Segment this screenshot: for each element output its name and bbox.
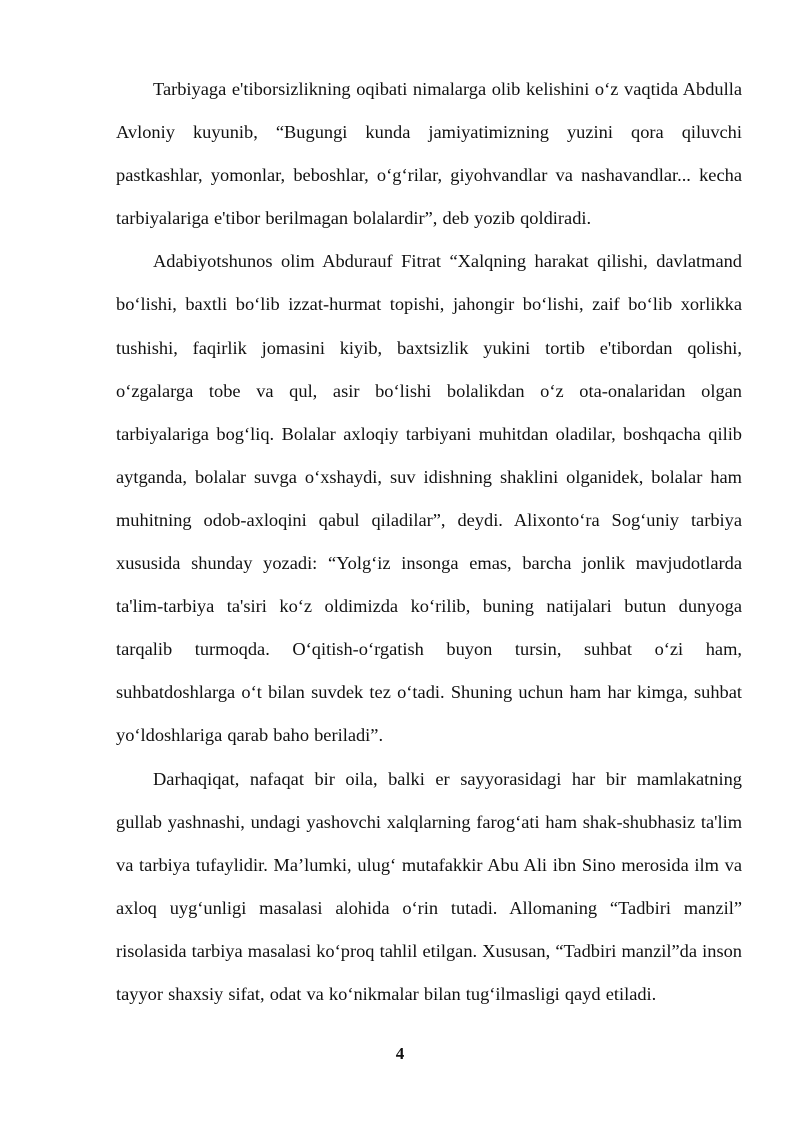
page-number: 4: [395, 1044, 405, 1063]
paragraph-3: Darhaqiqat, nafaqat bir oila, balki er sayyorasidagi har bir mamlakatning gullab yashnashi, undagi yashovchi xalqlarning farog‘ati ham shak-shubhasiz ta'lim va tarbiya tufaylidir. Ma’lumki, ulug‘ mutafakkir Abu Ali ibn Sino merosida ilm va axloq uyg‘unligi masalasi alohida o‘rin tutadi. Allomaning “Tadbiri manzil” risolasida tarbiya masalasi ko‘proq tahlil etilgan. Xususan, “Tadbiri manzil”da inson tayyor shaxsiy sifat, odat va ko‘nikmalar bilan tug‘ilmasligi qayd etiladi.: [116, 768, 742, 1004]
paragraph-1: Tarbiyaga e'tiborsizlikning oqibati nimalarga olib kelishini o‘z vaqtida Abdulla Avloniy kuyunib, “Bugungi kunda jamiyatimizning yuzini qora qiluvchi pastkashlar, yomonlar, beboshlar, o‘g‘rilar, giyohvandlar va nashavandlar... kecha tarbiyalariga e'tibor berilmagan bolalardir”, deb yozib qoldiradi.: [116, 79, 742, 229]
paragraph-2: Adabiyotshunos olim Abdurauf Fitrat “Xalqning harakat qilishi, davlatmand bo‘lishi, baxtli bo‘lib izzat-hurmat topishi, jahongir bo‘lishi, zaif bo‘lib xorlikka tushishi, faqirlik jomasini kiyib, baxtsizlik yukini tortib e'tibordan qolishi, o‘zgalarga tobe va qul, asir bo‘lishi bolalikdan o‘z ota-onalaridan olgan tarbiyalariga bog‘liq. Bolalar axloqiy tarbiyani muhitdan oladilar, boshqacha qilib aytganda, bolalar suvga o‘xshaydi, suv idishning shaklini olganidek, bolalar ham muhitning odob-axloqini qabul qiladilar”, deydi. Alixonto‘ra Sog‘uniy tarbiya xususida shunday yozadi: “Yolg‘iz insonga emas, barcha jonlik mavjudotlarda ta'lim-tarbiya ta'siri ko‘z oldimizda ko‘rilib, buning natijalari butun dunyoga tarqalib turmoqda. O‘qitish-o‘rgatish buyon tursin, suhbat o‘zi ham, suhbatdoshlarga o‘t bilan suvdek tez o‘tadi. Shuning uchun ham har kimga, suhbat yo‘ldoshlariga qarab baho beriladi”.: [116, 251, 742, 746]
